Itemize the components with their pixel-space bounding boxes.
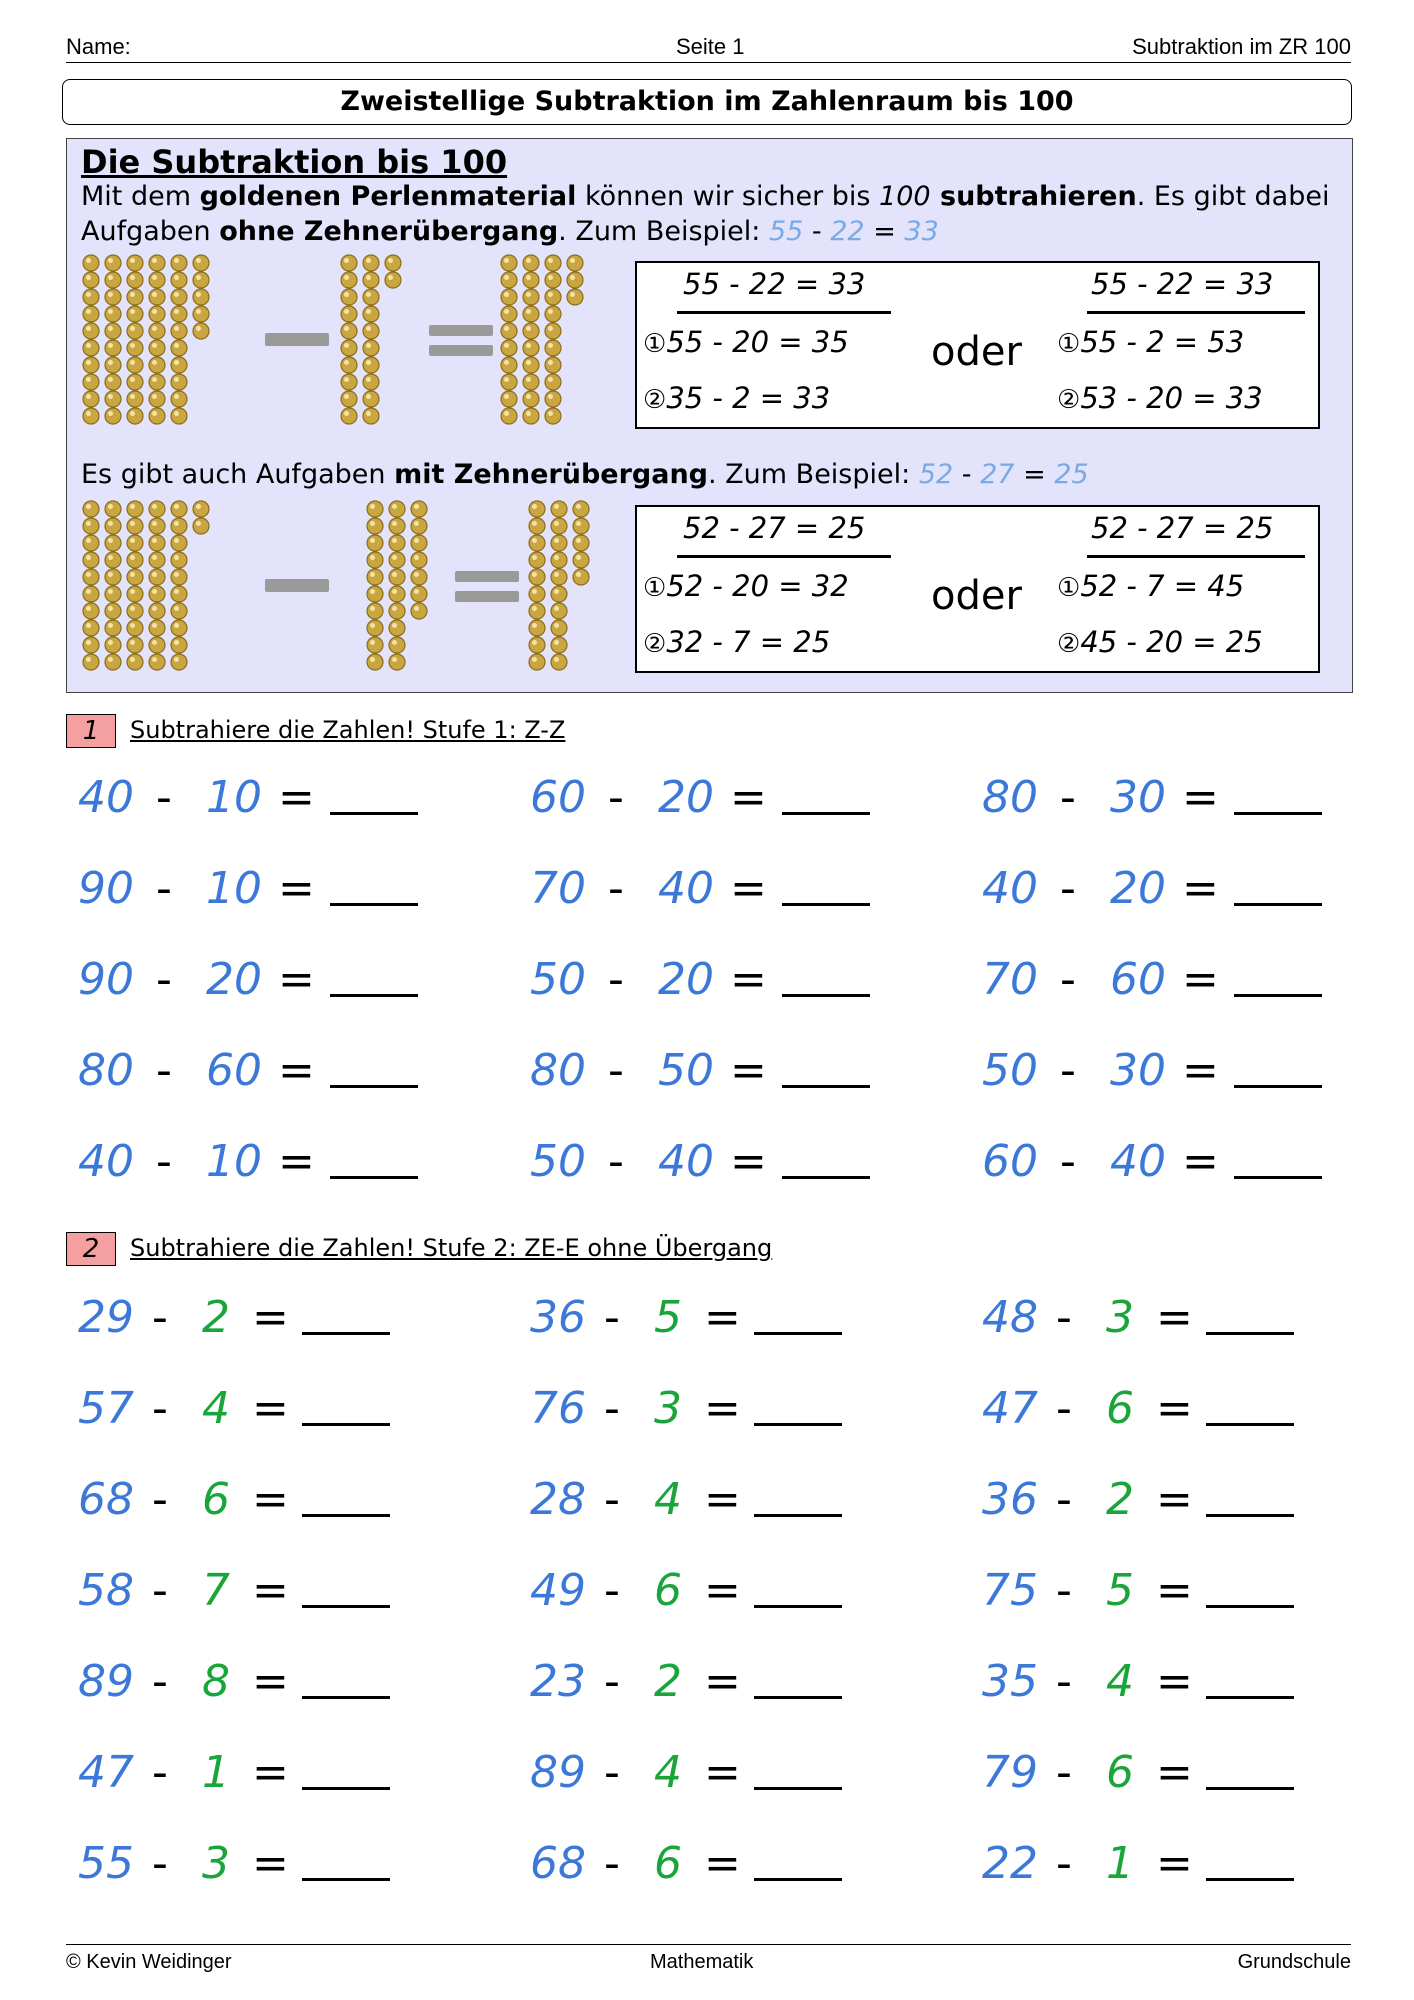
subtrahend: 20 xyxy=(206,954,262,1005)
answer-blank[interactable] xyxy=(330,1176,418,1179)
subtrahend: 30 xyxy=(1110,1045,1166,1096)
subtrahend: 4 xyxy=(202,1383,230,1434)
answer-blank[interactable] xyxy=(754,1423,842,1426)
answer-blank[interactable] xyxy=(754,1787,842,1790)
minuend: 68 xyxy=(530,1838,586,1889)
task1-equation xyxy=(78,954,478,1008)
minuend: 90 xyxy=(78,954,134,1005)
answer-blank[interactable] xyxy=(330,903,418,906)
subtrahend: 60 xyxy=(206,1045,262,1096)
equals-sign: = xyxy=(252,1747,289,1798)
subtrahend: 1 xyxy=(202,1747,230,1798)
subtrahend: 7 xyxy=(202,1565,230,1616)
worksheet-title: Zweistellige Subtraktion im Zahlenraum bis 100 xyxy=(62,79,1352,125)
subtrahend: 5 xyxy=(654,1292,682,1343)
minus-sign: - xyxy=(1060,772,1076,823)
equals-sign: = xyxy=(704,1656,741,1707)
minus-sign: - xyxy=(156,772,172,823)
calc-box-1-right-step2: ②53 - 20 = 33 xyxy=(1057,381,1263,415)
bead-illustration-1 xyxy=(77,251,637,441)
minuend: 90 xyxy=(78,863,134,914)
task-1-instruction: Subtrahiere die Zahlen! Stufe 1: Z-Z xyxy=(130,716,566,744)
answer-blank[interactable] xyxy=(1234,1085,1322,1088)
minuend: 70 xyxy=(530,863,586,914)
equals-sign: = xyxy=(730,1045,767,1096)
minuend: 50 xyxy=(530,1136,586,1187)
minuend: 28 xyxy=(530,1474,586,1525)
subtrahend: 10 xyxy=(206,772,262,823)
task2-equation xyxy=(982,1656,1382,1710)
task1-equation xyxy=(78,772,478,826)
minus-sign: - xyxy=(1056,1656,1072,1707)
calc-box-1-left-step1: ①55 - 20 = 35 xyxy=(643,325,849,359)
minuend: 35 xyxy=(982,1656,1038,1707)
answer-blank[interactable] xyxy=(1234,994,1322,997)
minuend: 68 xyxy=(78,1474,134,1525)
subtrahend: 6 xyxy=(1106,1747,1134,1798)
equals-sign: = xyxy=(1182,954,1219,1005)
task1-equation xyxy=(530,1045,930,1099)
calc-box-1-right-step1: ①55 - 2 = 53 xyxy=(1057,325,1245,359)
task1-equation xyxy=(530,772,930,826)
equals-sign: = xyxy=(730,954,767,1005)
minus-sign: - xyxy=(1056,1292,1072,1343)
answer-blank[interactable] xyxy=(1206,1332,1294,1335)
subtrahend: 6 xyxy=(654,1565,682,1616)
equals-sign: = xyxy=(252,1656,289,1707)
subtrahend: 5 xyxy=(1106,1565,1134,1616)
minus-sign: - xyxy=(1056,1383,1072,1434)
answer-blank[interactable] xyxy=(302,1878,390,1881)
task1-equation xyxy=(78,1045,478,1099)
minuend: 89 xyxy=(78,1656,134,1707)
equals-sign: = xyxy=(1156,1747,1193,1798)
subtrahend: 3 xyxy=(654,1383,682,1434)
task2-equation xyxy=(530,1474,930,1528)
minus-sign: - xyxy=(604,1838,620,1889)
minus-sign: - xyxy=(608,863,624,914)
subtrahend: 40 xyxy=(658,1136,714,1187)
subtrahend: 40 xyxy=(658,863,714,914)
subtrahend: 20 xyxy=(658,954,714,1005)
author-label: © Kevin Weidinger xyxy=(66,1951,232,1973)
task1-equation xyxy=(530,1136,930,1190)
oder-label-1: oder xyxy=(931,329,1022,375)
answer-blank[interactable] xyxy=(782,812,870,815)
minus-sign: - xyxy=(604,1747,620,1798)
minus-sign: - xyxy=(152,1474,168,1525)
minuend: 58 xyxy=(78,1565,134,1616)
subtrahend: 2 xyxy=(1106,1474,1134,1525)
oder-label-2: oder xyxy=(931,573,1022,619)
task1-equation xyxy=(982,1136,1382,1190)
subtrahend: 20 xyxy=(1110,863,1166,914)
task2-equation xyxy=(530,1292,930,1346)
answer-blank[interactable] xyxy=(1206,1514,1294,1517)
answer-blank[interactable] xyxy=(782,1085,870,1088)
subtrahend: 4 xyxy=(654,1747,682,1798)
equals-sign: = xyxy=(252,1474,289,1525)
page-label: Seite 1 xyxy=(676,34,745,59)
minuend: 75 xyxy=(982,1565,1038,1616)
task2-equation xyxy=(530,1747,930,1801)
answer-blank[interactable] xyxy=(1206,1696,1294,1699)
calc-box-2-left-step1: ①52 - 20 = 32 xyxy=(643,569,849,603)
bead-illustration-2 xyxy=(77,497,637,687)
calc-box-1-left-top: 55 - 22 = 33 xyxy=(683,267,866,301)
task2-equation xyxy=(982,1292,1382,1346)
equals-sign: = xyxy=(278,1136,315,1187)
minus-sign: - xyxy=(1056,1565,1072,1616)
calc-box-2-left-step2: ②32 - 7 = 25 xyxy=(643,625,831,659)
answer-blank[interactable] xyxy=(782,994,870,997)
minus-sign: - xyxy=(156,1136,172,1187)
minus-sign: - xyxy=(608,954,624,1005)
minus-sign: - xyxy=(608,1045,624,1096)
subtrahend: 3 xyxy=(1106,1292,1134,1343)
equals-sign: = xyxy=(730,1136,767,1187)
task2-equation xyxy=(78,1656,478,1710)
equals-sign: = xyxy=(1156,1383,1193,1434)
equals-sign: = xyxy=(704,1565,741,1616)
minus-sign: - xyxy=(156,863,172,914)
subtrahend: 6 xyxy=(1106,1383,1134,1434)
equals-sign: = xyxy=(252,1292,289,1343)
minuend: 36 xyxy=(982,1474,1038,1525)
equals-sign: = xyxy=(252,1383,289,1434)
task2-equation xyxy=(78,1292,478,1346)
equals-sign: = xyxy=(704,1292,741,1343)
minuend: 79 xyxy=(982,1747,1038,1798)
answer-blank[interactable] xyxy=(754,1514,842,1517)
minus-sign: - xyxy=(152,1747,168,1798)
minus-sign: - xyxy=(1060,954,1076,1005)
minuend: 80 xyxy=(78,1045,134,1096)
minuend: 40 xyxy=(78,1136,134,1187)
topic-label: Subtraktion im ZR 100 xyxy=(1132,34,1351,59)
minus-sign: - xyxy=(1056,1474,1072,1525)
answer-blank[interactable] xyxy=(302,1787,390,1790)
answer-blank[interactable] xyxy=(754,1605,842,1608)
answer-blank[interactable] xyxy=(1206,1787,1294,1790)
subtrahend: 1 xyxy=(1106,1838,1134,1889)
equals-sign: = xyxy=(704,1383,741,1434)
subtrahend: 30 xyxy=(1110,772,1166,823)
subtrahend: 6 xyxy=(654,1838,682,1889)
subtrahend: 50 xyxy=(658,1045,714,1096)
task-1-number: 1 xyxy=(66,714,116,748)
subtrahend: 20 xyxy=(658,772,714,823)
task-2-instruction: Subtrahiere die Zahlen! Stufe 2: ZE-E ohne Übergang xyxy=(130,1234,773,1262)
answer-blank[interactable] xyxy=(782,1176,870,1179)
minuend: 76 xyxy=(530,1383,586,1434)
equals-sign: = xyxy=(704,1747,741,1798)
task1-equation xyxy=(530,954,930,1008)
subtrahend: 60 xyxy=(1110,954,1166,1005)
task2-equation xyxy=(78,1747,478,1801)
equals-sign: = xyxy=(1182,1045,1219,1096)
calc-box-2-right-step1: ①52 - 7 = 45 xyxy=(1057,569,1245,603)
task2-equation xyxy=(78,1474,478,1528)
page-header xyxy=(66,34,1351,63)
answer-blank[interactable] xyxy=(754,1696,842,1699)
equals-sign: = xyxy=(704,1474,741,1525)
answer-blank[interactable] xyxy=(754,1332,842,1335)
minus-sign: - xyxy=(1060,1045,1076,1096)
task2-equation xyxy=(78,1383,478,1437)
page-footer xyxy=(66,1944,1351,1975)
answer-blank[interactable] xyxy=(330,994,418,997)
calc-box-1 xyxy=(635,261,1320,429)
subtrahend: 4 xyxy=(654,1474,682,1525)
subtrahend: 3 xyxy=(202,1838,230,1889)
equals-sign: = xyxy=(1156,1292,1193,1343)
subtrahend: 2 xyxy=(202,1292,230,1343)
task2-equation xyxy=(78,1565,478,1619)
minuend: 29 xyxy=(78,1292,134,1343)
task1-equation xyxy=(530,863,930,917)
task2-equation xyxy=(530,1838,930,1892)
minuend: 50 xyxy=(982,1045,1038,1096)
minus-sign: - xyxy=(152,1838,168,1889)
task1-equation xyxy=(982,772,1382,826)
minus-sign: - xyxy=(156,1045,172,1096)
equals-sign: = xyxy=(730,772,767,823)
task2-equation xyxy=(78,1838,478,1892)
minuend: 40 xyxy=(982,863,1038,914)
minuend: 50 xyxy=(530,954,586,1005)
answer-blank[interactable] xyxy=(1206,1423,1294,1426)
equals-sign: = xyxy=(1156,1474,1193,1525)
task2-equation xyxy=(982,1565,1382,1619)
minus-sign: - xyxy=(608,772,624,823)
minuend: 55 xyxy=(78,1838,134,1889)
calc-box-1-right-top: 55 - 22 = 33 xyxy=(1091,267,1274,301)
minus-sign: - xyxy=(1060,863,1076,914)
subtrahend: 2 xyxy=(654,1656,682,1707)
equals-sign: = xyxy=(252,1838,289,1889)
answer-blank[interactable] xyxy=(1234,812,1322,815)
equals-sign: = xyxy=(1182,772,1219,823)
answer-blank[interactable] xyxy=(302,1332,390,1335)
minus-sign: - xyxy=(152,1656,168,1707)
subtrahend: 40 xyxy=(1110,1136,1166,1187)
minuend: 89 xyxy=(530,1747,586,1798)
subtrahend: 10 xyxy=(206,863,262,914)
task1-equation xyxy=(78,863,478,917)
minuend: 22 xyxy=(982,1838,1038,1889)
equals-sign: = xyxy=(1182,863,1219,914)
minuend: 40 xyxy=(78,772,134,823)
school-label: Grundschule xyxy=(1237,1951,1351,1973)
answer-blank[interactable] xyxy=(302,1423,390,1426)
intro-paragraph-2: Es gibt auch Aufgaben mit Zehnerübergang. Zum Beispiel: 52 - 27 = 25 xyxy=(81,459,1089,490)
task2-equation xyxy=(530,1656,930,1710)
equals-sign: = xyxy=(1156,1656,1193,1707)
minus-sign: - xyxy=(152,1565,168,1616)
answer-blank[interactable] xyxy=(1206,1878,1294,1881)
minus-sign: - xyxy=(604,1565,620,1616)
minus-sign: - xyxy=(604,1474,620,1525)
minus-sign: - xyxy=(152,1383,168,1434)
minuend: 57 xyxy=(78,1383,134,1434)
answer-blank[interactable] xyxy=(782,903,870,906)
task1-equation xyxy=(982,954,1382,1008)
intro-heading: Die Subtraktion bis 100 xyxy=(81,143,508,181)
minus-sign: - xyxy=(608,1136,624,1187)
task2-equation xyxy=(982,1747,1382,1801)
minus-sign: - xyxy=(604,1656,620,1707)
task1-equation xyxy=(982,1045,1382,1099)
minuend: 48 xyxy=(982,1292,1038,1343)
calc-box-1-left-step2: ②35 - 2 = 33 xyxy=(643,381,831,415)
task2-equation xyxy=(982,1838,1382,1892)
task2-equation xyxy=(530,1383,930,1437)
minuend: 70 xyxy=(982,954,1038,1005)
calc-box-2-right-step2: ②45 - 20 = 25 xyxy=(1057,625,1263,659)
minuend: 60 xyxy=(982,1136,1038,1187)
equals-sign: = xyxy=(278,772,315,823)
minus-sign: - xyxy=(1056,1747,1072,1798)
answer-blank[interactable] xyxy=(330,812,418,815)
answer-blank[interactable] xyxy=(302,1605,390,1608)
equals-sign: = xyxy=(1182,1136,1219,1187)
calc-box-2 xyxy=(635,505,1320,673)
minuend: 80 xyxy=(982,772,1038,823)
calc-box-2-right-top: 52 - 27 = 25 xyxy=(1091,511,1274,545)
task-2-number: 2 xyxy=(66,1232,116,1266)
calc-box-2-left-top: 52 - 27 = 25 xyxy=(683,511,866,545)
minus-sign: - xyxy=(156,954,172,1005)
minus-sign: - xyxy=(1056,1838,1072,1889)
equals-sign: = xyxy=(252,1565,289,1616)
minus-sign: - xyxy=(1060,1136,1076,1187)
answer-blank[interactable] xyxy=(1206,1605,1294,1608)
minus-sign: - xyxy=(152,1292,168,1343)
minuend: 60 xyxy=(530,772,586,823)
equals-sign: = xyxy=(278,863,315,914)
equals-sign: = xyxy=(704,1838,741,1889)
subtrahend: 4 xyxy=(1106,1656,1134,1707)
task1-equation xyxy=(982,863,1382,917)
intro-paragraph-1: Mit dem goldenen Perlenmaterial können wir sicher bis 100 subtrahieren. Es gibt dabei Aufgaben ohne Zehnerübergang. Zum Beispiel: 55 - 22 = 33 xyxy=(81,181,1330,247)
answer-blank[interactable] xyxy=(754,1878,842,1881)
answer-blank[interactable] xyxy=(302,1514,390,1517)
answer-blank[interactable] xyxy=(1234,903,1322,906)
task2-equation xyxy=(530,1565,930,1619)
minuend: 80 xyxy=(530,1045,586,1096)
minuend: 23 xyxy=(530,1656,586,1707)
task2-equation xyxy=(982,1383,1382,1437)
answer-blank[interactable] xyxy=(1234,1176,1322,1179)
answer-blank[interactable] xyxy=(330,1085,418,1088)
task2-equation xyxy=(982,1474,1382,1528)
equals-sign: = xyxy=(730,863,767,914)
equals-sign: = xyxy=(278,954,315,1005)
subject-label: Mathematik xyxy=(650,1951,754,1973)
subtrahend: 6 xyxy=(202,1474,230,1525)
minus-sign: - xyxy=(604,1383,620,1434)
task1-equation xyxy=(78,1136,478,1190)
minuend: 47 xyxy=(982,1383,1038,1434)
equals-sign: = xyxy=(1156,1565,1193,1616)
name-label: Name: xyxy=(66,34,131,59)
minuend: 36 xyxy=(530,1292,586,1343)
equals-sign: = xyxy=(1156,1838,1193,1889)
minuend: 47 xyxy=(78,1747,134,1798)
subtrahend: 8 xyxy=(202,1656,230,1707)
equals-sign: = xyxy=(278,1045,315,1096)
intro-panel xyxy=(66,138,1353,693)
subtrahend: 10 xyxy=(206,1136,262,1187)
minuend: 49 xyxy=(530,1565,586,1616)
answer-blank[interactable] xyxy=(302,1696,390,1699)
minus-sign: - xyxy=(604,1292,620,1343)
